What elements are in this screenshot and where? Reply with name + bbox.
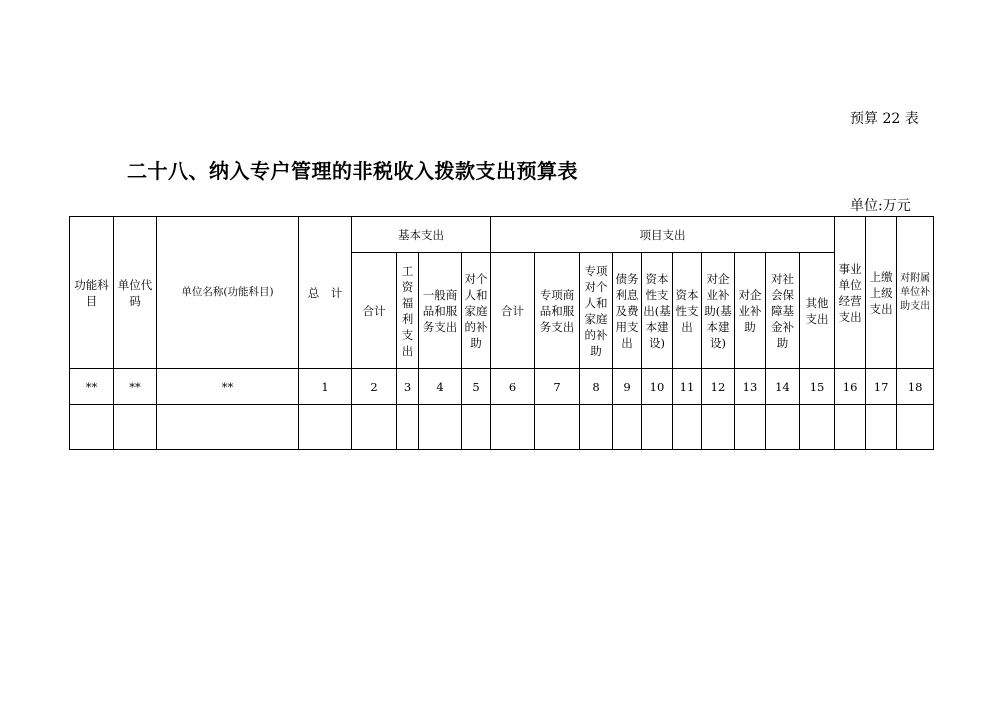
index-cell: 17 bbox=[866, 369, 897, 405]
table-cell bbox=[766, 405, 800, 450]
table-cell bbox=[462, 405, 491, 450]
table-cell bbox=[835, 405, 866, 450]
table-cell bbox=[157, 405, 299, 450]
header-project-group: 项目支出 bbox=[491, 217, 835, 253]
table-cell bbox=[580, 405, 613, 450]
index-cell: 1 bbox=[299, 369, 352, 405]
header-upper-pay: 上缴上级支出 bbox=[866, 217, 897, 369]
index-cell: 6 bbox=[491, 369, 535, 405]
index-cell: 2 bbox=[352, 369, 397, 405]
index-cell: 16 bbox=[835, 369, 866, 405]
header-unit-name: 单位名称(功能科目) bbox=[157, 217, 299, 369]
header-basic-goods: 一般商品和服务支出 bbox=[419, 253, 462, 369]
header-proj-enterprise-build: 对企业补助(基本建设) bbox=[702, 253, 735, 369]
table-cell bbox=[702, 405, 735, 450]
index-cell: 18 bbox=[897, 369, 934, 405]
table-cell bbox=[735, 405, 766, 450]
index-cell: 9 bbox=[613, 369, 642, 405]
index-cell: 11 bbox=[673, 369, 702, 405]
table-cell bbox=[299, 405, 352, 450]
index-cell: 7 bbox=[535, 369, 580, 405]
index-cell: 5 bbox=[462, 369, 491, 405]
table-cell bbox=[866, 405, 897, 450]
header-func-subject: 功能科目 bbox=[70, 217, 114, 369]
header-proj-enterprise: 对企业补助 bbox=[735, 253, 766, 369]
header-public-unit: 事业单位经营支出 bbox=[835, 217, 866, 369]
table-cell bbox=[397, 405, 419, 450]
table-cell bbox=[642, 405, 673, 450]
index-cell: 14 bbox=[766, 369, 800, 405]
index-cell: 8 bbox=[580, 369, 613, 405]
table-cell bbox=[114, 405, 157, 450]
table-number: 预算 22 表 bbox=[850, 111, 919, 127]
table-cell bbox=[897, 405, 934, 450]
unit-label: 单位:万元 bbox=[850, 198, 911, 214]
header-basic-wage: 工资福利支出 bbox=[397, 253, 419, 369]
data-row bbox=[70, 405, 934, 450]
header-proj-social: 对社会保障基金补助 bbox=[766, 253, 800, 369]
index-cell: ** bbox=[70, 369, 114, 405]
table-cell bbox=[800, 405, 835, 450]
budget-table bbox=[69, 216, 934, 450]
index-cell: ** bbox=[157, 369, 299, 405]
index-cell: 12 bbox=[702, 369, 735, 405]
table-cell bbox=[352, 405, 397, 450]
header-subsidiary: 对附属单位补助支出 bbox=[897, 217, 934, 369]
index-cell: ** bbox=[114, 369, 157, 405]
index-row bbox=[70, 369, 934, 405]
header-proj-capital-build: 资本性支出(基本建设) bbox=[642, 253, 673, 369]
table-cell bbox=[70, 405, 114, 450]
index-cell: 13 bbox=[735, 369, 766, 405]
index-cell: 10 bbox=[642, 369, 673, 405]
header-proj-goods: 专项商品和服务支出 bbox=[535, 253, 580, 369]
header-basic-group: 基本支出 bbox=[352, 217, 491, 253]
index-cell: 4 bbox=[419, 369, 462, 405]
header-total: 总 计 bbox=[299, 217, 352, 369]
table-cell bbox=[613, 405, 642, 450]
page-title: 二十八、纳入专户管理的非税收入拨款支出预算表 bbox=[127, 159, 578, 183]
table-cell bbox=[419, 405, 462, 450]
header-unit-code: 单位代码 bbox=[114, 217, 157, 369]
header-proj-personal: 专项对个人和家庭的补助 bbox=[580, 253, 613, 369]
table-cell bbox=[491, 405, 535, 450]
header-basic-total: 合计 bbox=[352, 253, 397, 369]
index-cell: 3 bbox=[397, 369, 419, 405]
header-proj-total: 合计 bbox=[491, 253, 535, 369]
table-cell bbox=[673, 405, 702, 450]
header-basic-personal: 对个人和家庭的补助 bbox=[462, 253, 491, 369]
header-proj-debt: 债务利息及费用支出 bbox=[613, 253, 642, 369]
index-cell: 15 bbox=[800, 369, 835, 405]
header-proj-other: 其他支出 bbox=[800, 253, 835, 369]
header-proj-capital: 资本性支出 bbox=[673, 253, 702, 369]
table-cell bbox=[535, 405, 580, 450]
